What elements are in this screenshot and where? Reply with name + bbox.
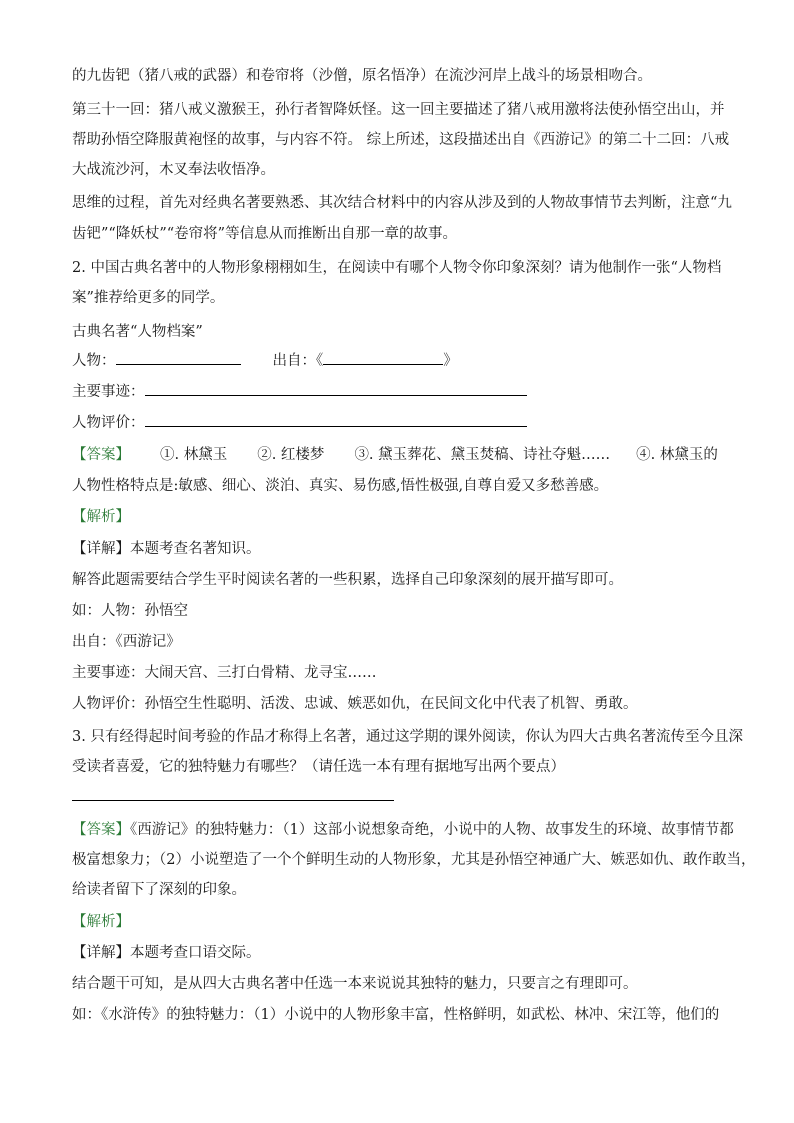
deeds-label: 主要事迹： — [72, 384, 145, 400]
question-2-stem-cont: 案”推荐给更多的同学。 — [72, 290, 225, 306]
answer-row — [72, 443, 718, 464]
deeds-blank — [145, 381, 527, 396]
paragraph-line: 思维的过程，首先对经典名著要熟悉、其次结合材料中的内容从涉及到的人物故事情节去判断，注意“九 — [72, 195, 732, 211]
source-close: 》 — [443, 353, 458, 369]
paragraph-line: 大战流沙河，木叉奉法收悟净。 — [72, 162, 275, 178]
answer-cont: 极富想象力；（2）小说塑造了一个个鲜明生动的人物形象，尤其是孙悟空神通广大、嫉恶如仇、敢作敢当， — [72, 852, 756, 868]
analysis-tag: 【解析】 — [72, 509, 130, 525]
eval-blank — [145, 412, 527, 427]
explain-line: 主要事迹：大闹天宫、三打白骨精、龙寻宝…… — [72, 665, 377, 681]
answer-tag: 【答案】 — [72, 822, 130, 838]
explain-line: 解答此题需要结合学生平时阅读名著的一些积累，选择自己印象深刻的展开描写即可。 — [72, 572, 623, 588]
explain-line: 如：人物：孙悟空 — [72, 603, 188, 619]
answer-item-1: ①. 林黛玉 — [160, 447, 228, 463]
answer-item-4: ④. 林黛玉的 — [636, 447, 718, 463]
explain-line: 如：《水浒传》的独特魅力：（1）小说中的人物形象丰富，性格鲜明，如武松、林冲、宋江等，他们的 — [72, 1007, 720, 1023]
explain-line: 出自：《西游记》 — [72, 634, 181, 650]
person-blank — [116, 350, 241, 365]
answer-cont: 给读者留下了深刻的印象。 — [72, 882, 246, 898]
question-2-stem: 2. 中国古典名著中的人物形象栩栩如生，在阅读中有哪个人物令你印象深刻？请为他制作一张“人物档 — [72, 260, 722, 276]
profile-card-title: 古典名著“人物档案” — [72, 324, 203, 340]
detail-row — [72, 537, 261, 558]
paragraph-line: 第三十一回：猪八戒义激猴王，孙行者智降妖怪。这一回主要描述了猪八戒用激将法使孙悟空出山，并 — [72, 102, 725, 118]
answer-item-2: ②. 红楼梦 — [257, 447, 325, 463]
answer-text: 《西游记》的独特魅力：（1）这部小说想象奇绝，小说中的人物、故事发生的环境、故事情节都 — [130, 822, 734, 838]
answer-cont: 人物性格特点是:敏感、细心、淡泊、真实、易伤感,悟性极强,自尊自爱又多愁善感。 — [72, 478, 609, 494]
detail-tag: 【详解】 — [72, 541, 130, 557]
paragraph-line: 齿钯”“降妖杖”“卷帘将”等信息从而推断出自那一章的故事。 — [72, 226, 458, 242]
source-label: 出自：《 — [272, 353, 324, 369]
analysis-tag: 【解析】 — [72, 914, 130, 930]
detail-tag: 【详解】 — [72, 945, 130, 961]
question-3-stem-cont: 受读者喜爱，它的独特魅力有哪些？（请任选一本有理有据地写出两个要点） — [72, 759, 565, 775]
person-label: 人物： — [72, 353, 116, 369]
explain-line: 人物评价：孙悟空生性聪明、活泼、忠诚、嫉恶如仇，在民间文化中代表了机智、勇敢。 — [72, 696, 638, 712]
paragraph-line: 帮助孙悟空降服黄袍怪的故事，与内容不符。 综上所述，这段描述出自《西游记》的第二十二回：八戒 — [72, 132, 730, 148]
answer-tag: 【答案】 — [72, 447, 130, 463]
eval-label: 人物评价： — [72, 415, 145, 431]
paragraph-line: 的九齿钯（猪八戒的武器）和卷帘将（沙僧，原名悟净）在流沙河岸上战斗的场景相吻合。 — [72, 68, 652, 84]
profile-person-row — [72, 349, 458, 370]
question-3-stem: 3. 只有经得起时间考验的作品才称得上名著，通过这学期的课外阅读，你认为四大古典名著流传至今且深 — [72, 729, 743, 745]
answer-item-3: ③. 黛玉葬花、黛玉焚稿、诗社夺魁…… — [354, 447, 611, 463]
source-blank — [323, 350, 443, 365]
profile-eval-row — [72, 411, 527, 432]
detail-row — [72, 941, 261, 962]
profile-deeds-row — [72, 380, 527, 401]
answer-blank-line — [72, 800, 394, 801]
explain-line: 结合题干可知，是从四大古典名著中任选一本来说说其独特的魅力，只要言之有理即可。 — [72, 976, 638, 992]
detail-text: 本题考查口语交际。 — [130, 945, 261, 961]
answer-row — [72, 818, 734, 839]
detail-text: 本题考查名著知识。 — [130, 541, 261, 557]
